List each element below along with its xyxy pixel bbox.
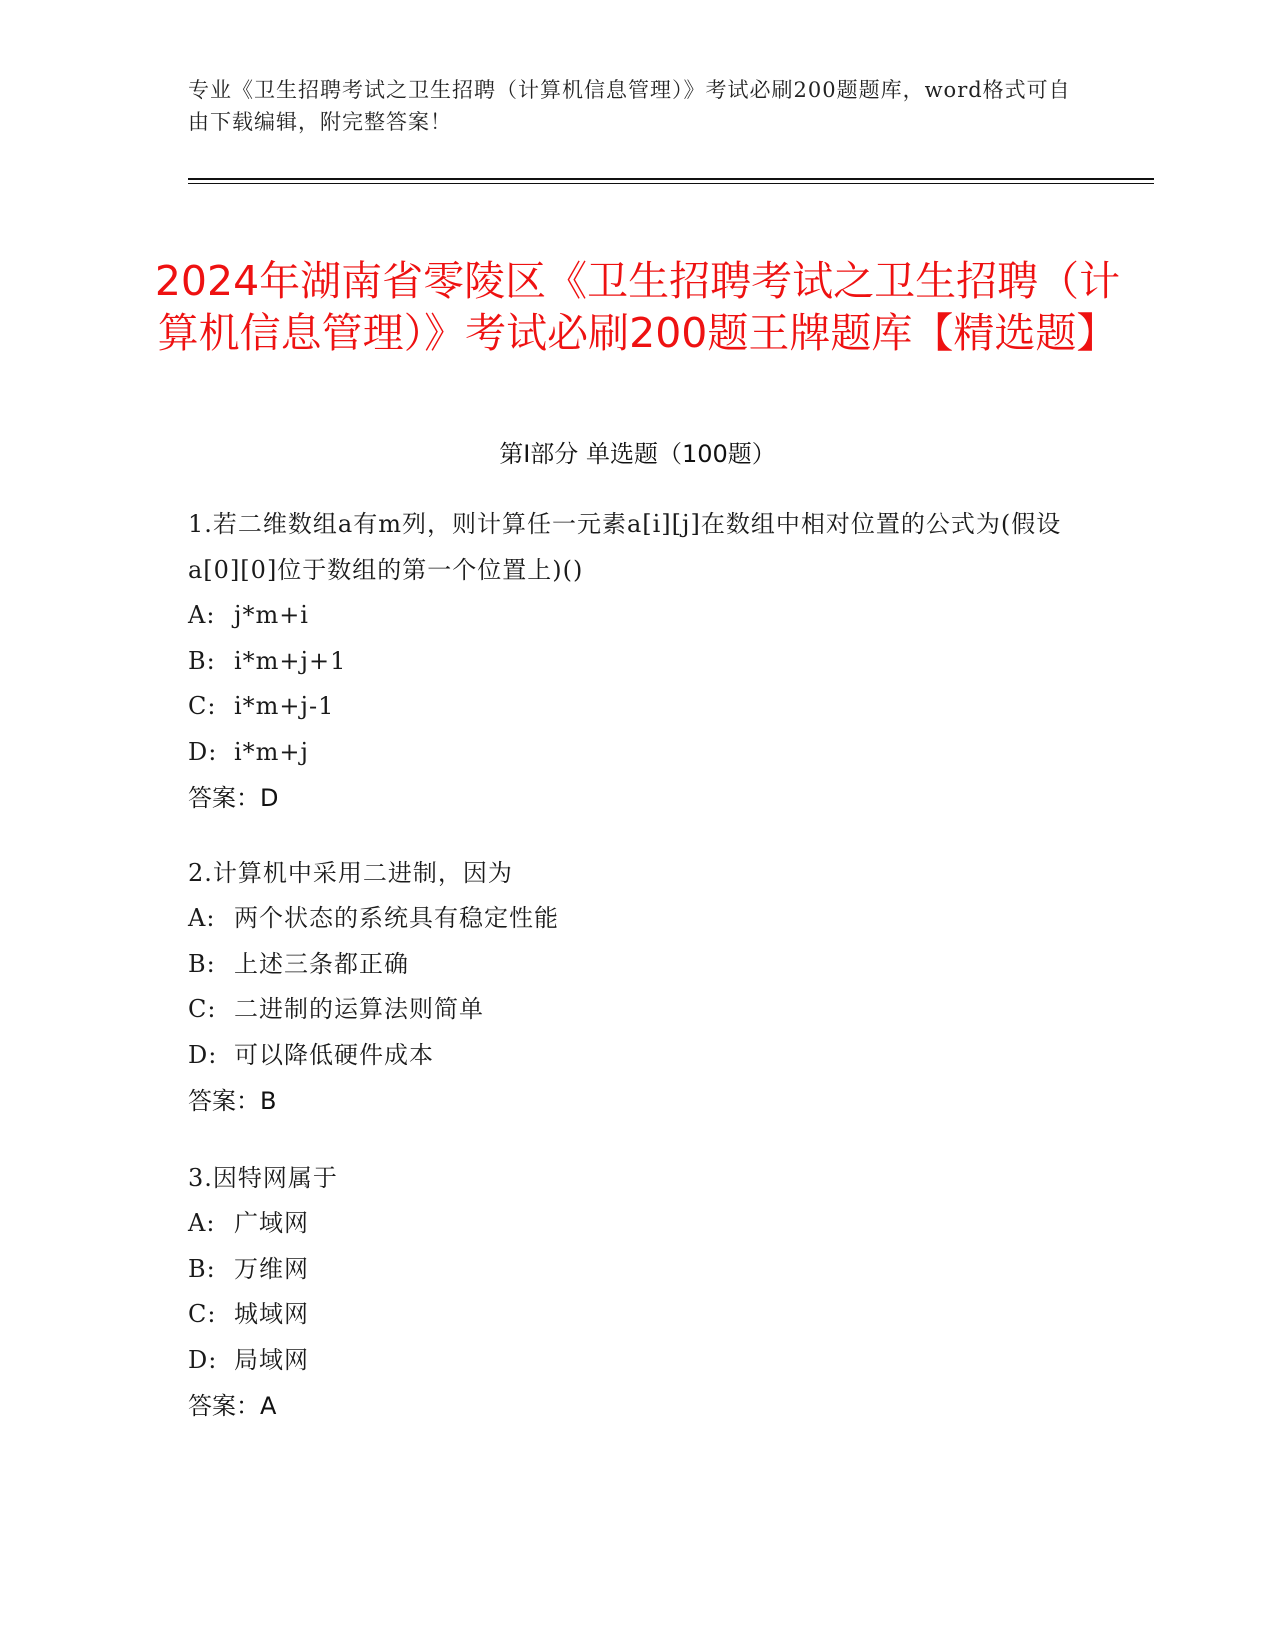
option-letter: D: (188, 737, 218, 766)
option-letter: D: (188, 1345, 218, 1374)
option-text: i*m+j (234, 737, 309, 766)
option-letter: A: (188, 904, 216, 932)
header-divider-thin (188, 183, 1154, 184)
question-3 (188, 1155, 1088, 1429)
option-c (188, 1292, 1088, 1338)
option-c (188, 987, 1088, 1033)
option-text: i*m+j+1 (234, 646, 347, 675)
option-letter: C: (188, 692, 217, 720)
option-text: 万维网 (234, 1254, 309, 1283)
option-text: j*m+i (234, 601, 309, 629)
option-letter: B: (188, 1254, 216, 1283)
option-b (188, 1247, 1088, 1293)
option-letter: C: (188, 1300, 217, 1328)
option-d (188, 1338, 1088, 1384)
option-letter: A: (188, 601, 216, 629)
answer: 答案：A (188, 1392, 277, 1420)
option-a (188, 896, 1088, 942)
question-1 (188, 501, 1088, 821)
header-divider-thick (188, 178, 1154, 180)
question-stem: 1.若二维数组a有m列，则计算任一元素a[i][j]在数组中相对位置的公式为(假设a[0][0]位于数组的第一个位置上)() (188, 510, 1062, 584)
option-letter: D: (188, 1040, 218, 1069)
option-text: 二进制的运算法则简单 (234, 995, 484, 1023)
section-heading: 第Ⅰ部分 单选题（100题） (499, 440, 776, 468)
option-text: 两个状态的系统具有稳定性能 (234, 904, 559, 932)
option-text: 局域网 (234, 1345, 309, 1374)
option-text: 可以降低硬件成本 (234, 1040, 434, 1069)
option-letter: B: (188, 949, 216, 978)
option-text: 广域网 (234, 1209, 309, 1237)
page-header: 专业《卫生招聘考试之卫生招聘（计算机信息管理）》考试必刷200题题库，word格式可自由下载编辑，附完整答案！ (188, 78, 1071, 134)
question-stem: 3.因特网属于 (188, 1164, 338, 1192)
option-b (188, 639, 1088, 685)
option-d (188, 1033, 1088, 1079)
option-text: 上述三条都正确 (234, 949, 409, 978)
option-text: 城域网 (234, 1300, 309, 1328)
option-letter: B: (188, 646, 216, 675)
option-c (188, 684, 1088, 730)
answer: 答案：B (188, 1087, 277, 1115)
answer: 答案：D (188, 784, 279, 812)
option-text: i*m+j-1 (234, 692, 335, 720)
option-d (188, 730, 1088, 776)
option-b (188, 942, 1088, 988)
option-letter: C: (188, 995, 217, 1023)
question-2 (188, 850, 1088, 1124)
document-title: 2024年湖南省零陵区《卫生招聘考试之卫生招聘（计算机信息管理）》考试必刷200题王牌题库【精选题】 (154, 257, 1121, 358)
option-a (188, 593, 1088, 639)
option-letter: A: (188, 1209, 216, 1237)
option-a (188, 1201, 1088, 1247)
question-stem: 2.计算机中采用二进制，因为 (188, 859, 513, 887)
